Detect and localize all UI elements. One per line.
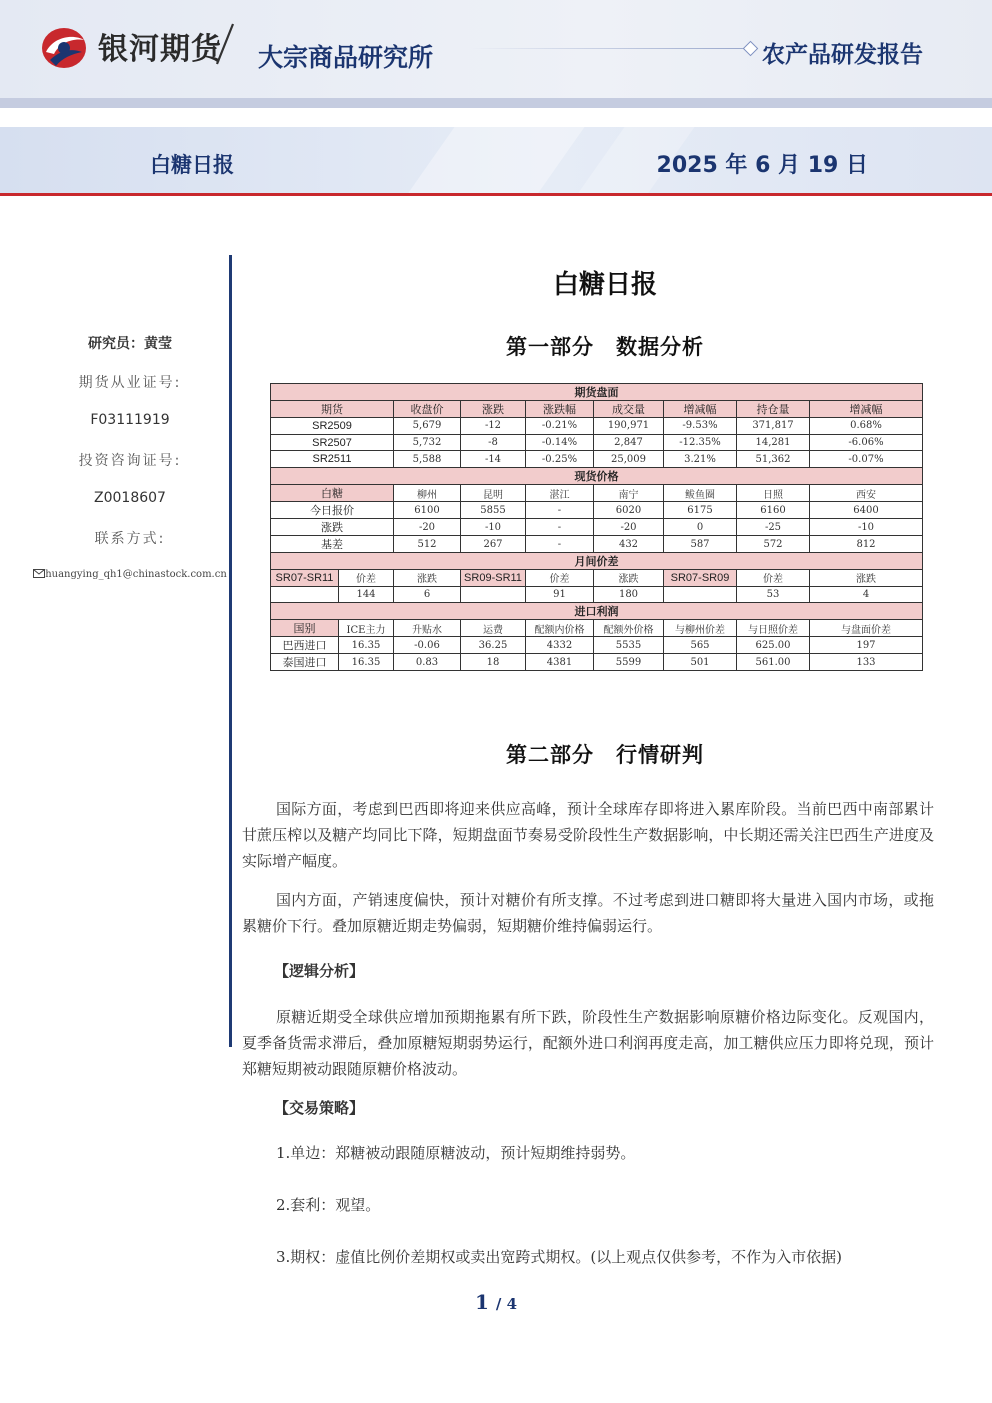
column-header: ICE主力 xyxy=(339,620,394,637)
table-cell: 812 xyxy=(810,536,923,553)
table-cell: -12 xyxy=(461,418,526,435)
table-cell: -6.06% xyxy=(810,434,923,451)
column-header: 白糖 xyxy=(271,485,394,502)
column-header: 涨跌幅 xyxy=(526,401,594,418)
paragraph-logic: 原糖近期受全球供应增加预期拖累有所下跌，阶段性生产数据影响原糖价格边际变化。反观国内，夏季备货需求滞后，叠加原糖短期弱势运行，配额外进口利润再度走高，加工糖供应压力即将兑现，预计郑糖短期被动跟随原糖价格波动。 xyxy=(242,1008,934,1078)
column-header: 涨跌 xyxy=(594,570,664,587)
table-cell: 14,281 xyxy=(737,434,810,451)
invest-license-label: 投资咨询证号: xyxy=(78,453,182,469)
table-cell: 6400 xyxy=(810,502,923,519)
table-cell: -0.21% xyxy=(526,418,594,435)
spot-row-basis xyxy=(271,536,923,553)
report-date: 2025 年 6 月 19 日 xyxy=(656,153,868,178)
slash-divider xyxy=(213,22,237,66)
table-cell: 5599 xyxy=(594,654,664,671)
table-cell: - xyxy=(526,519,594,536)
column-header: 涨跌 xyxy=(461,401,526,418)
table-cell: 53 xyxy=(737,586,810,603)
table-cell: -0.07% xyxy=(810,451,923,468)
column-header: 增减幅 xyxy=(810,401,923,418)
column-header: 国别 xyxy=(271,620,339,637)
column-header: 与柳州价差 xyxy=(664,620,737,637)
subtitle-band xyxy=(0,127,992,193)
region-header: 柳州 xyxy=(394,485,461,502)
table-cell: 144 xyxy=(339,586,394,603)
table-cell: 16.35 xyxy=(339,637,394,654)
row-label: 基差 xyxy=(271,536,394,553)
table-cell: 6020 xyxy=(594,502,664,519)
table-cell: 6175 xyxy=(664,502,737,519)
table-cell: 572 xyxy=(737,536,810,553)
spread-code: SR09-SR11 xyxy=(461,570,526,587)
report-subtitle: 白糖日报 xyxy=(150,153,234,177)
table-cell: 6100 xyxy=(394,502,461,519)
region-header: 鲅鱼圈 xyxy=(664,485,737,502)
table-cell: -20 xyxy=(594,519,664,536)
column-header: 与盘面价差 xyxy=(810,620,923,637)
table-cell: 5,588 xyxy=(394,451,461,468)
header-stripe xyxy=(0,98,992,108)
header-row-futures xyxy=(271,401,923,418)
table-cell: 6160 xyxy=(737,502,810,519)
band-spread: 月间价差 xyxy=(271,553,923,570)
sidebar-divider xyxy=(229,255,232,1047)
table-cell: 91 xyxy=(526,586,594,603)
table-cell: 180 xyxy=(594,586,664,603)
futures-row xyxy=(271,418,923,435)
researcher-name: 研究员：黄莹 xyxy=(88,336,172,352)
row-label: 泰国进口 xyxy=(271,654,339,671)
table-cell: -9.53% xyxy=(664,418,737,435)
table-cell: 267 xyxy=(461,536,526,553)
spread-code: SR07-SR09 xyxy=(664,570,737,587)
contract-code: SR2509 xyxy=(271,418,394,435)
table-cell: 25,009 xyxy=(594,451,664,468)
column-header: 价差 xyxy=(526,570,594,587)
table-cell: 5535 xyxy=(594,637,664,654)
band-row-spot xyxy=(271,468,923,485)
column-header: 与日照价差 xyxy=(737,620,810,637)
column-header: 价差 xyxy=(737,570,810,587)
red-divider xyxy=(0,193,992,196)
report-type: 农产品研发报告 xyxy=(762,42,923,68)
table-cell: 5855 xyxy=(461,502,526,519)
table-cell xyxy=(271,586,339,603)
band-futures: 期货盘面 xyxy=(271,384,923,401)
table-cell: 2,847 xyxy=(594,434,664,451)
table-cell: 16.35 xyxy=(339,654,394,671)
institute-name: 大宗商品研究所 xyxy=(258,43,434,72)
contact-label: 联系方式: xyxy=(94,531,166,547)
column-header: 配额内价格 xyxy=(526,620,594,637)
document-title: 白糖日报 xyxy=(552,270,657,300)
trading-strategy-heading: 【交易策略】 xyxy=(274,1099,365,1117)
column-header: 涨跌 xyxy=(394,570,461,587)
galaxy-logo-icon xyxy=(40,26,88,70)
region-header: 西安 xyxy=(810,485,923,502)
column-header: 收盘价 xyxy=(394,401,461,418)
import-row xyxy=(271,637,923,654)
contact-email[interactable] xyxy=(0,569,260,580)
table-cell: 133 xyxy=(810,654,923,671)
email-text: huangying_qh1@chinastock.com.cn xyxy=(45,569,227,580)
data-table xyxy=(270,383,923,671)
table-cell: -10 xyxy=(461,519,526,536)
table-cell: 5,679 xyxy=(394,418,461,435)
futures-license-number: F03111919 xyxy=(90,412,170,428)
table-cell: -8 xyxy=(461,434,526,451)
region-header: 湛江 xyxy=(526,485,594,502)
table-cell: - xyxy=(526,536,594,553)
table-cell: 625.00 xyxy=(737,637,810,654)
table-cell: 4381 xyxy=(526,654,594,671)
spot-row-change xyxy=(271,519,923,536)
column-header: 增减幅 xyxy=(664,401,737,418)
header-row-spot xyxy=(271,485,923,502)
band-row-futures xyxy=(271,384,923,401)
table-cell: 18 xyxy=(461,654,526,671)
column-header: 升贴水 xyxy=(394,620,461,637)
table-cell: 0.68% xyxy=(810,418,923,435)
brand-name: 银河期货 xyxy=(98,32,222,67)
section-2-title: 第二部分 行情研判 xyxy=(506,743,704,767)
table-cell: 561.00 xyxy=(737,654,810,671)
logic-analysis-heading: 【逻辑分析】 xyxy=(274,962,365,980)
contract-code: SR2511 xyxy=(271,451,394,468)
row-label: 今日报价 xyxy=(271,502,394,519)
table-cell: 371,817 xyxy=(737,418,810,435)
column-header: 配额外价格 xyxy=(594,620,664,637)
band-row-spread xyxy=(271,553,923,570)
strategy-item-arbitrage: 2.套利：观望。 xyxy=(276,1196,381,1214)
table-cell: 501 xyxy=(664,654,737,671)
section-1-title: 第一部分 数据分析 xyxy=(506,335,704,359)
paragraph-domestic: 国内方面，产销速度偏快，预计对糖价有所支撑。不过考虑到进口糖即将大量进入国内市场，或拖累糖价下行。叠加原糖近期走势偏弱，短期糖价维持偏弱运行。 xyxy=(242,891,934,935)
table-cell: 565 xyxy=(664,637,737,654)
table-cell: 432 xyxy=(594,536,664,553)
table-cell: -0.06 xyxy=(394,637,461,654)
row-label: 巴西进口 xyxy=(271,637,339,654)
row-label: 涨跌 xyxy=(271,519,394,536)
table-cell: -10 xyxy=(810,519,923,536)
table-cell xyxy=(664,586,737,603)
futures-row xyxy=(271,451,923,468)
column-header: 价差 xyxy=(339,570,394,587)
table-cell: 0.83 xyxy=(394,654,461,671)
band-spot: 现货价格 xyxy=(271,468,923,485)
column-header: 涨跌 xyxy=(810,570,923,587)
table-cell: 51,362 xyxy=(737,451,810,468)
total-pages: 4 xyxy=(506,1295,518,1313)
table-cell: 4332 xyxy=(526,637,594,654)
table-cell: -12.35% xyxy=(664,434,737,451)
invest-license-number: Z0018607 xyxy=(94,490,166,506)
header-row-spread xyxy=(271,570,923,587)
table-cell: 5,732 xyxy=(394,434,461,451)
current-page: 1 xyxy=(474,1290,489,1314)
column-header: 期货 xyxy=(271,401,394,418)
region-header: 南宁 xyxy=(594,485,664,502)
band-row-import xyxy=(271,603,923,620)
table-cell: 4 xyxy=(810,586,923,603)
region-header: 日照 xyxy=(737,485,810,502)
spread-code: SR07-SR11 xyxy=(271,570,339,587)
table-cell: - xyxy=(526,502,594,519)
table-cell: -0.14% xyxy=(526,434,594,451)
spread-values xyxy=(271,586,923,603)
table-cell: 587 xyxy=(664,536,737,553)
band-decoration xyxy=(377,127,612,193)
table-cell: 197 xyxy=(810,637,923,654)
page-number: 1 / 4 xyxy=(474,1290,518,1314)
futures-row xyxy=(271,434,923,451)
table-cell: 190,971 xyxy=(594,418,664,435)
futures-license-label: 期货从业证号: xyxy=(78,375,182,391)
table-cell: -14 xyxy=(461,451,526,468)
table-cell: 3.21% xyxy=(664,451,737,468)
strategy-item-single: 1.单边：郑糖被动跟随原糖波动，预计短期维持弱势。 xyxy=(276,1144,636,1162)
strategy-item-options: 3.期权：虚值比例价差期权或卖出宽跨式期权。(以上观点仅供参考，不作为入市依据) xyxy=(276,1248,843,1266)
table-cell: -25 xyxy=(737,519,810,536)
column-header: 持仓量 xyxy=(737,401,810,418)
table-cell: 6 xyxy=(394,586,461,603)
import-row xyxy=(271,654,923,671)
table-cell: 512 xyxy=(394,536,461,553)
paragraph-international: 国际方面，考虑到巴西即将迎来供应高峰，预计全球库存即将进入累库阶段。当前巴西中南部累计甘蔗压榨以及糖产均同比下降，短期盘面节奏易受阶段性生产数据影响，中长期还需关注巴西生产进度及实际增产幅度。 xyxy=(242,800,934,870)
band-import: 进口利润 xyxy=(271,603,923,620)
mail-icon xyxy=(33,569,45,578)
spot-row-quote xyxy=(271,502,923,519)
header-rule xyxy=(470,48,746,49)
header-row-import xyxy=(271,620,923,637)
table-cell: 0 xyxy=(664,519,737,536)
contract-code: SR2507 xyxy=(271,434,394,451)
column-header: 运费 xyxy=(461,620,526,637)
region-header: 昆明 xyxy=(461,485,526,502)
table-cell xyxy=(461,586,526,603)
column-header: 成交量 xyxy=(594,401,664,418)
table-cell: -0.25% xyxy=(526,451,594,468)
table-cell: 36.25 xyxy=(461,637,526,654)
table-cell: -20 xyxy=(394,519,461,536)
